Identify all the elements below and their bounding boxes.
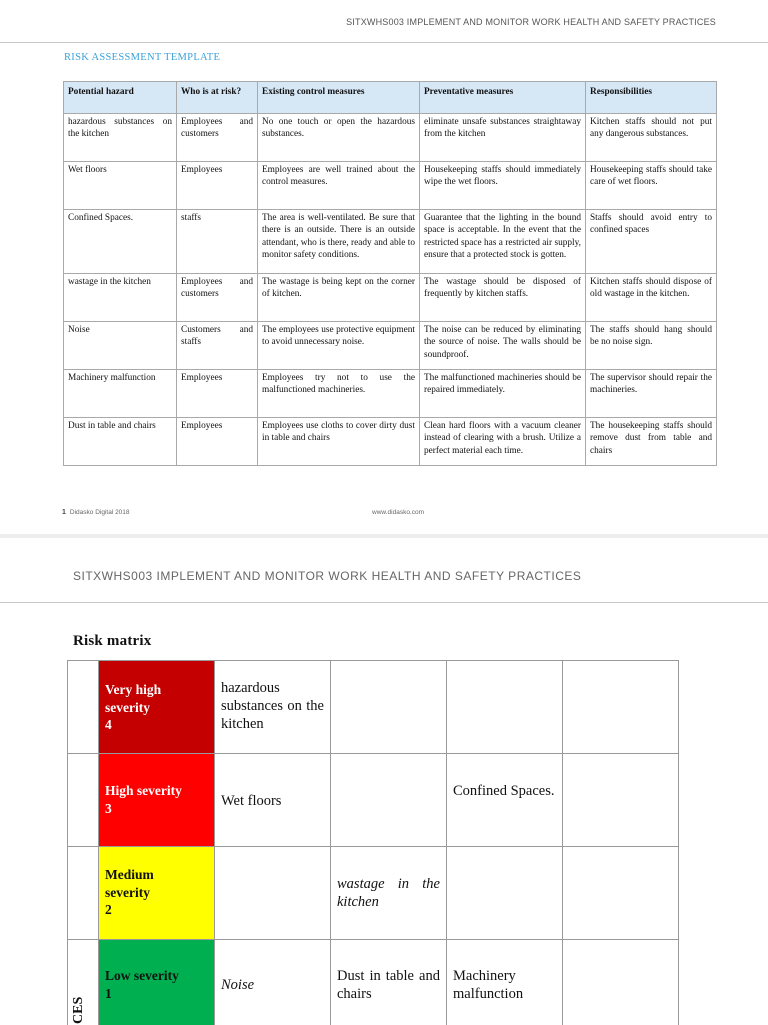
table-cell: The staffs should hang should be no noise sign. [586, 322, 717, 370]
table-cell: The noise can be reduced by eliminating the source of noise. The walls should be soundproof. [420, 322, 586, 370]
severity-label: severity [105, 699, 150, 715]
table-row [64, 274, 717, 322]
table-cell: The supervisor should repair the machineries. [586, 370, 717, 418]
table-cell: Employees [177, 162, 258, 210]
column-header: Preventative measures [420, 82, 586, 114]
table-cell: The housekeeping staffs should remove dust from table and chairs [586, 418, 717, 466]
table-row [64, 210, 717, 274]
matrix-side-label [71, 988, 89, 1024]
table-header-row [64, 82, 717, 114]
table-cell: No one touch or open the hazardous substances. [258, 114, 420, 162]
table-row [64, 370, 717, 418]
matrix-cell: Noise [215, 940, 331, 1025]
matrix-cell [331, 661, 447, 754]
matrix-cell [563, 940, 679, 1025]
severity-cell-low [99, 940, 215, 1025]
column-header: Who is at risk? [177, 82, 258, 114]
severity-cell-high [99, 754, 215, 847]
table-cell: Confined Spaces. [64, 210, 177, 274]
table-cell: Clean hard floors with a vacuum cleaner instead of clearing with a brush. Utilize a perfect material each time. [420, 418, 586, 466]
matrix-cell: hazardous substances on the kitchen [215, 661, 331, 754]
matrix-cell: Confined Spaces. [447, 754, 563, 847]
matrix-row [68, 661, 679, 754]
footer-copyright: Didasko Digital 2018 [69, 509, 130, 516]
table-cell: Noise [64, 322, 177, 370]
matrix-cell: Machinery malfunction [447, 940, 563, 1025]
footer-website[interactable]: www.didasko.com [372, 509, 425, 516]
severity-label: Very high [105, 682, 162, 697]
page-header: SITXWHS003 IMPLEMENT AND MONITOR WORK HEALTH AND SAFETY PRACTICES [346, 17, 716, 27]
matrix-cell [215, 847, 331, 940]
table-cell: eliminate unsafe substances straightaway from the kitchen [420, 114, 586, 162]
severity-label: Medium [105, 867, 154, 882]
matrix-blank-cell [68, 754, 99, 847]
table-row [64, 322, 717, 370]
column-header: Responsibilities [586, 82, 717, 114]
table-cell: wastage in the kitchen [64, 274, 177, 322]
matrix-cell [331, 754, 447, 847]
header-divider [0, 42, 768, 43]
side-label-text: CES [71, 996, 86, 1024]
table-cell: Housekeeping staffs should immediately wipe the wet floors. [420, 162, 586, 210]
severity-level: 2 [105, 902, 112, 917]
page-number: 1 [62, 509, 66, 516]
matrix-cell: Dust in table and chairs [331, 940, 447, 1025]
column-header: Potential hazard [64, 82, 177, 114]
matrix-cell [447, 847, 563, 940]
table-cell: Wet floors [64, 162, 177, 210]
table-cell: The area is well-ventilated. Be sure that there is an outside. There is an outside attendant, who is there, ready and able to monitor safety conditions. [258, 210, 420, 274]
table-cell: Employees and customers [177, 274, 258, 322]
matrix-row [68, 847, 679, 940]
matrix-row [68, 754, 679, 847]
matrix-title: Risk matrix [73, 633, 152, 649]
table-cell: Dust in table and chairs [64, 418, 177, 466]
severity-label: Low severity [105, 968, 179, 983]
table-cell: The employees use protective equipment to avoid unnecessary noise. [258, 322, 420, 370]
table-row [64, 418, 717, 466]
table-cell: staffs [177, 210, 258, 274]
table-cell: The wastage should be disposed of frequently by kitchen staffs. [420, 274, 586, 322]
risk-assessment-table [63, 81, 717, 466]
table-cell: The malfunctioned machineries should be repaired immediately. [420, 370, 586, 418]
severity-level: 3 [105, 800, 112, 816]
header-divider [0, 602, 768, 603]
table-cell: Kitchen staffs should not put any dangerous substances. [586, 114, 717, 162]
section-title: RISK ASSESSMENT TEMPLATE [64, 52, 221, 63]
matrix-cell [447, 661, 563, 754]
table-cell: Employees are well trained about the control measures. [258, 162, 420, 210]
matrix-cell: Wet floors [215, 754, 331, 847]
table-row [64, 114, 717, 162]
table-cell: Kitchen staffs should dispose of old wastage in the kitchen. [586, 274, 717, 322]
table-cell: Employees and customers [177, 114, 258, 162]
table-cell: Machinery malfunction [64, 370, 177, 418]
matrix-row [68, 940, 679, 1025]
table-cell: hazardous substances on the kitchen [64, 114, 177, 162]
page-header: SITXWHS003 IMPLEMENT AND MONITOR WORK HEALTH AND SAFETY PRACTICES [73, 569, 582, 583]
page-break [0, 534, 768, 538]
severity-level: 1 [105, 985, 112, 1001]
matrix-cell [563, 661, 679, 754]
table-cell: Housekeeping staffs should take care of wet floors. [586, 162, 717, 210]
table-cell: Staffs should avoid entry to confined spaces [586, 210, 717, 274]
matrix-cell [563, 754, 679, 847]
table-cell: Customers and staffs [177, 322, 258, 370]
severity-cell-medium [99, 847, 215, 940]
severity-level: 4 [105, 717, 112, 732]
matrix-blank-cell [68, 661, 99, 754]
table-cell: Employees [177, 370, 258, 418]
table-cell: Employees use cloths to cover dirty dust in table and chairs [258, 418, 420, 466]
matrix-cell: wastage in the kitchen [331, 847, 447, 940]
table-cell: The wastage is being kept on the corner of kitchen. [258, 274, 420, 322]
severity-label: High severity [105, 783, 182, 798]
table-row [64, 162, 717, 210]
table-cell: Employees [177, 418, 258, 466]
matrix-blank-cell [68, 847, 99, 940]
page-footer-left [62, 509, 130, 516]
table-cell: Guarantee that the lighting in the bound space is acceptable. In the event that the restricted space has a restricted air supply, ensure that a protected stock is gotten. [420, 210, 586, 274]
table-cell: Employees try not to use the malfunctioned machineries. [258, 370, 420, 418]
column-header: Existing control measures [258, 82, 420, 114]
severity-cell-very-high [99, 661, 215, 754]
severity-label: severity [105, 884, 150, 900]
risk-matrix [67, 660, 679, 1025]
matrix-cell [563, 847, 679, 940]
